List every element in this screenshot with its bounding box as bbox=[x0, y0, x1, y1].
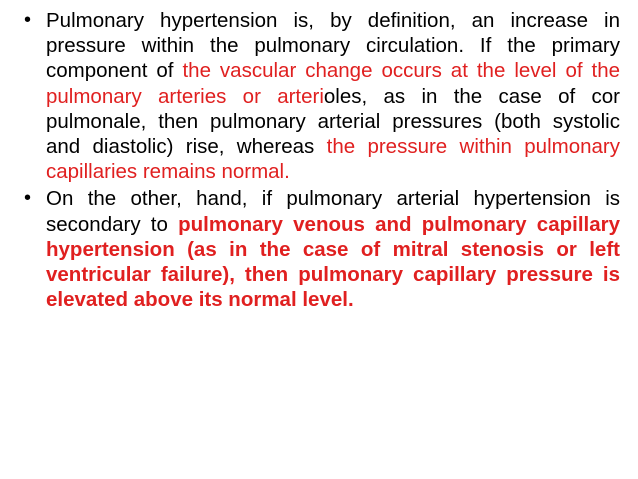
bullet-item-1 bbox=[24, 8, 620, 184]
bullet-marker: • bbox=[24, 9, 32, 31]
bullet-list bbox=[24, 8, 620, 312]
text-segment: oles, as in the case of cor pulmonale, then pulmonary arterial pressures (both systolic and diastolic) rise, whereas bbox=[46, 84, 620, 159]
bullet-item-2 bbox=[24, 186, 620, 312]
highlighted-text-segment: the pressure within pulmonary capillaries remains normal. bbox=[46, 135, 620, 184]
text-segment: Pulmonary hypertension is, by definition, an increase in pressure within the pulmonary circulation. If the primary component of bbox=[46, 9, 620, 83]
highlighted-text-segment: the vascular change occurs at the level of the pulmonary arteries or arteri bbox=[46, 59, 621, 108]
bold-highlighted-text-segment: pulmonary venous and pulmonary capillary hypertension (as in the case of mitral stenosis or left ventricular failure), then pulmonary capillary pressure is elevated above its normal level. bbox=[46, 212, 620, 312]
text-segment: On the other, hand, if pulmonary arterial hypertension is secondary to bbox=[46, 187, 620, 236]
bullet-marker: • bbox=[24, 187, 32, 210]
